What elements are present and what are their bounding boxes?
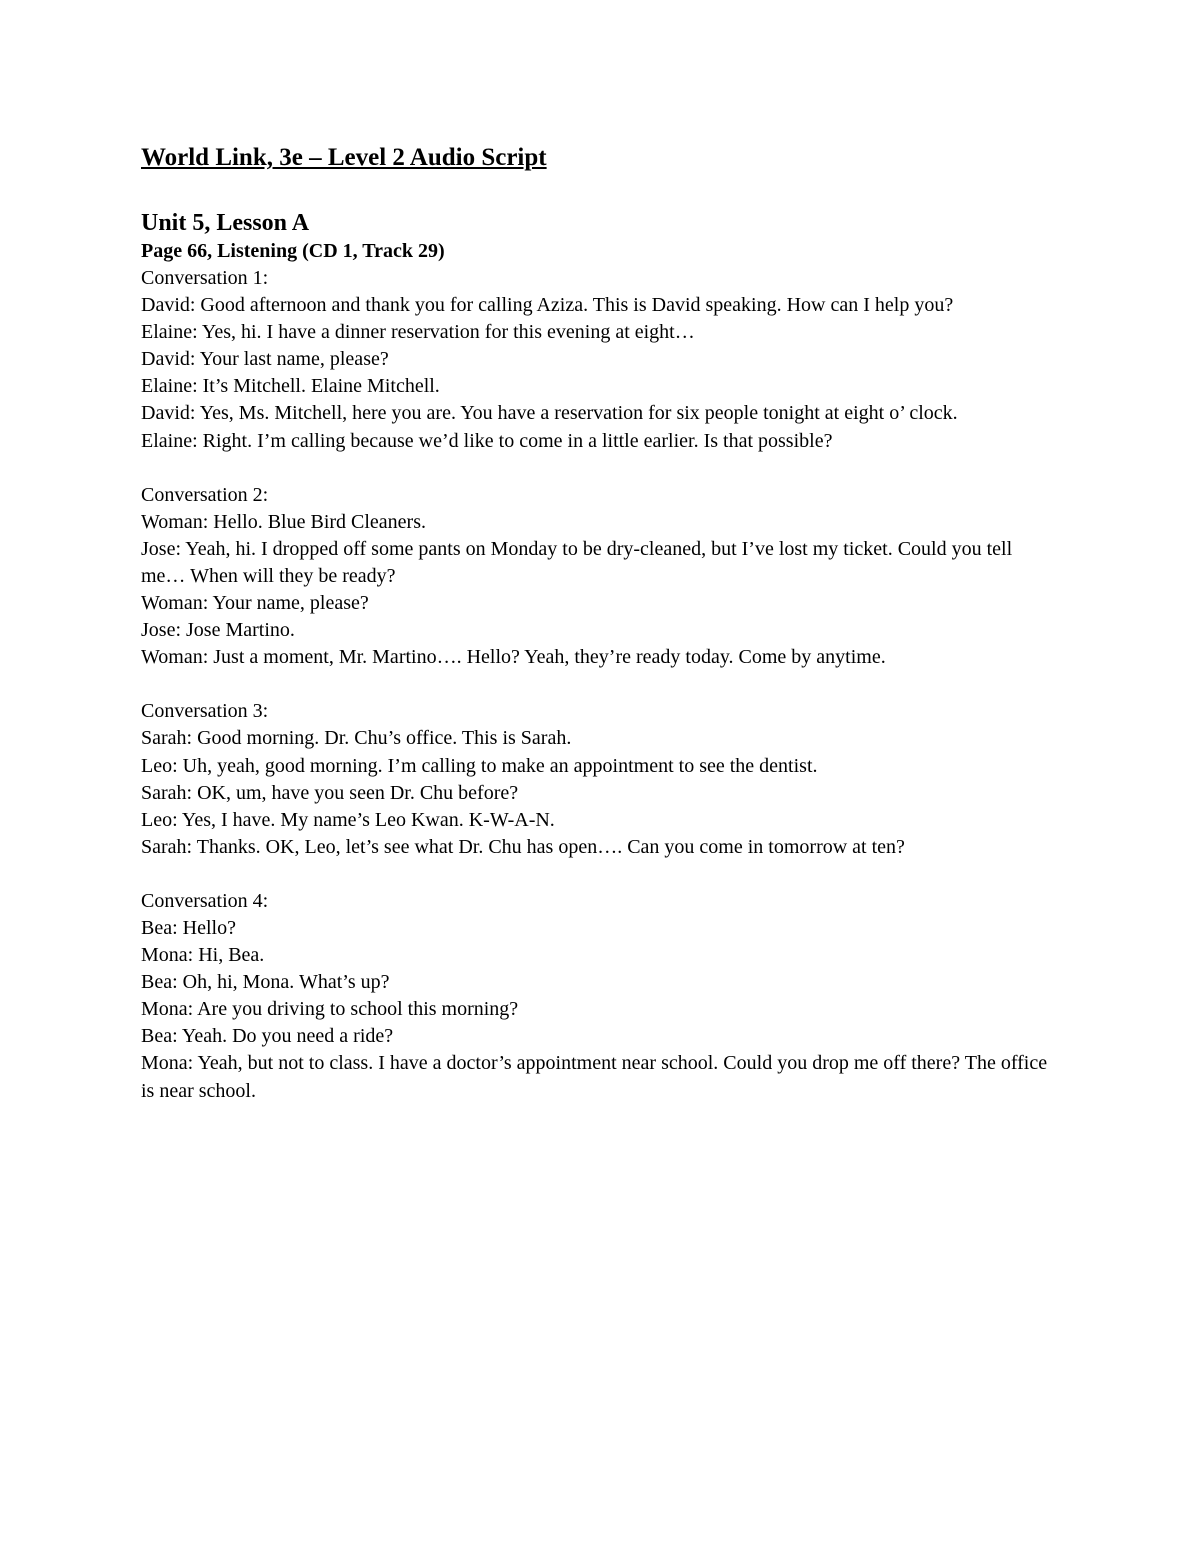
conversation-label: Conversation 2: [141,483,269,506]
dialogue-line: Woman: Hello. Blue Bird Cleaners. [141,510,426,533]
dialogue-line: Elaine: Right. I’m calling because we’d like to come in a little earlier. Is that possible? [141,429,833,452]
document-title: World Link, 3e – Level 2 Audio Script [141,144,547,171]
dialogue-line: Mona: Hi, Bea. [141,944,265,967]
dialogue-line: David: Yes, Ms. Mitchell, here you are. You have a reservation for six people tonight at eight o’ clock. [141,402,958,425]
dialogue-line: Bea: Yeah. Do you need a ride? [141,1025,394,1048]
dialogue-line: Bea: Hello? [141,916,236,939]
conversation-block [141,888,1061,1105]
conversation-block [141,482,1061,672]
dialogue-line: Leo: Yes, I have. My name’s Leo Kwan. K-W-A-N. [141,808,555,831]
dialogue-line: David: Good afternoon and thank you for calling Aziza. This is David speaking. How can I help you? [141,294,954,317]
dialogue-line: Sarah: Thanks. OK, Leo, let’s see what Dr. Chu has open…. Can you come in tomorrow at ten? [141,835,905,858]
conversation-block [141,698,1061,861]
dialogue-line: Bea: Oh, hi, Mona. What’s up? [141,971,390,994]
unit-heading: Unit 5, Lesson A [141,210,310,236]
document-page [141,142,1061,1105]
dialogue-line: Leo: Uh, yeah, good morning. I’m calling to make an appointment to see the dentist. [141,754,818,777]
conversation-label: Conversation 4: [141,889,269,912]
conversation-label: Conversation 3: [141,700,269,723]
dialogue-line: Jose: Jose Martino. [141,619,295,642]
dialogue-line: Woman: Just a moment, Mr. Martino…. Hello? Yeah, they’re ready today. Come by anytime. [141,646,886,669]
dialogue-line: Woman: Your name, please? [141,592,369,615]
conversation-label: Conversation 1: [141,267,269,289]
dialogue-line: David: Your last name, please? [141,348,389,371]
dialogue-line: Mona: Are you driving to school this morning? [141,998,519,1021]
dialogue-line: Sarah: OK, um, have you seen Dr. Chu before? [141,781,519,804]
dialogue-line: Mona: Yeah, but not to class. I have a doctor’s appointment near school. Could you drop me off there? The office is near school. [141,1052,1048,1102]
dialogue-line: Elaine: Yes, hi. I have a dinner reservation for this evening at eight… [141,321,695,344]
dialogue-line: Jose: Yeah, hi. I dropped off some pants on Monday to be dry-cleaned, but I’ve lost my ticket. Could you tell me… When will they be ready? [141,537,1013,587]
conversation-block [141,265,1061,455]
dialogue-line: Elaine: It’s Mitchell. Elaine Mitchell. [141,375,440,398]
dialogue-line: Sarah: Good morning. Dr. Chu’s office. This is Sarah. [141,727,572,750]
conversation-list [141,265,1061,1105]
page-heading: Page 66, Listening (CD 1, Track 29) [141,240,445,262]
